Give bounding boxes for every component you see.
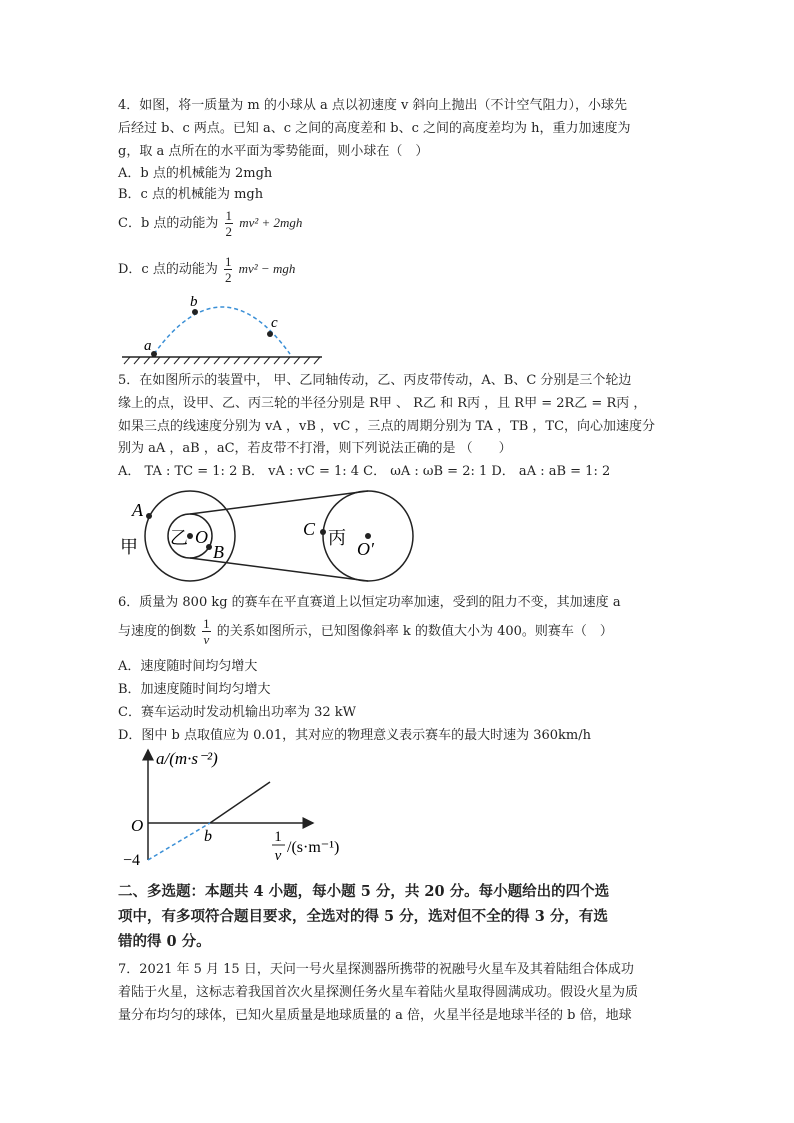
- q6-option-c: C．赛车运动时发动机输出功率为 32 kW: [118, 705, 356, 720]
- q4-option-d-prefix: D．c 点的动能为: [118, 262, 218, 277]
- section2-heading-line1: 二、多选题：本题共 4 小题，每小题 5 分，共 20 分。每小题给出的四个选: [118, 883, 610, 900]
- q4-option-c-prefix: C．b 点的动能为: [118, 216, 219, 231]
- frac-denominator: 2: [224, 270, 232, 285]
- frac-denominator: v: [203, 632, 210, 647]
- label-c: c: [271, 315, 278, 331]
- q5-options: A． TA : TC = 1: 2 B． vA : vC = 1: 4 C． ωA : ωB = 2: 1 D． aA : aB = 1: 2: [118, 464, 611, 479]
- point-C: [320, 529, 326, 535]
- q4-option-a: A．b 点的机械能为 2mgh: [118, 166, 273, 181]
- x-axis-label-unit: /(s·m⁻¹): [287, 839, 340, 856]
- y-axis-label: [156, 749, 218, 768]
- q4-option-b: B．c 点的机械能为 mgh: [118, 187, 264, 202]
- q6-stem-line1: 6．质量为 800 kg 的赛车在平直赛道上以恒定功率加速，受到的阻力不变，其加速度 a: [118, 595, 621, 610]
- section2-heading-line3: 错的得 0 分。: [118, 933, 211, 950]
- q5-stem-line3: 如果三点的线速度分别为 vA ，vB ，vC ，三点的周期分别为 TA ，TB ，TC，向心加速度分: [118, 419, 656, 434]
- q4-option-d: [118, 254, 295, 285]
- q4-stem-line2: 后经过 b、c 两点。已知 a、c 之间的高度差和 b、c 之间的高度差均为 h，重力加速度为: [118, 121, 631, 136]
- q5-stem-line4: 别为 aA ，aB ，aC，若皮带不打滑，则下列说法正确的是 （ ）: [118, 441, 512, 456]
- point-A: [146, 513, 152, 519]
- label-b: b: [190, 294, 198, 310]
- frac-denominator: 2: [225, 224, 233, 239]
- y-axis-label-text: a/(m·s⁻²): [156, 749, 218, 768]
- q4-stem-line1: 4．如图，将一质量为 m 的小球从 a 点以初速度 v 斜向上抛出（不计空气阻力），小球先: [118, 98, 627, 113]
- q4-option-d-fraction: [224, 254, 233, 285]
- frac-numerator: 1: [225, 208, 233, 223]
- q4-option-c: [118, 208, 302, 239]
- origin-label: O: [131, 816, 144, 835]
- q4-option-c-fraction: [225, 208, 234, 239]
- q4-stem-line3: g，取 a 点所在的水平面为零势能面，则小球在（ ）: [118, 144, 429, 159]
- ground-hatching: [124, 357, 320, 364]
- q7-stem-line3: 量分布均匀的球体，已知火星质量是地球质量的 a 倍，火星半径是地球半径的 b 倍，地球: [118, 1008, 632, 1023]
- label-jia: 甲: [120, 537, 138, 558]
- q6-graph-figure: [118, 745, 368, 870]
- q5-stem-line1: 5．在如图所示的装置中， 甲、乙同轴传动，乙、丙皮带传动，A、B、C 分别是三个轮边: [118, 373, 632, 388]
- label-A: A: [132, 500, 143, 520]
- label-yi: 乙: [170, 528, 188, 549]
- solid-line: [210, 782, 270, 823]
- label-C: C: [303, 519, 316, 539]
- q6-option-a: A．速度随时间均匀增大: [118, 659, 258, 674]
- section2-heading-line2: 项中，有多项符合题目要求，全选对的得 5 分，选对但不全的得 3 分，有选: [118, 908, 608, 925]
- q6-stem-line2-suffix: 的关系如图所示，已知图像斜率 k 的数值大小为 400。则赛车（ ）: [216, 624, 613, 639]
- x-axis-label-den: v: [274, 848, 282, 864]
- point-a: [151, 351, 157, 357]
- q6-option-d: D．图中 b 点取值应为 0.01，其对应的物理意义表示赛车的最大时速为 360km/h: [118, 728, 591, 743]
- dashed-extension: [148, 823, 210, 860]
- label-B: B: [213, 542, 224, 562]
- label-bing: 丙: [328, 528, 346, 549]
- point-b-label: b: [204, 828, 212, 845]
- q6-stem-line2-prefix: 与速度的倒数: [118, 624, 197, 639]
- x-axis-label-num: 1: [274, 829, 282, 845]
- neg4-label: −4: [123, 852, 141, 869]
- q4-option-d-suffix: mv² − mgh: [238, 261, 296, 276]
- point-c: [267, 331, 273, 337]
- frac-numerator: 1: [203, 616, 210, 631]
- belt-top: [190, 491, 368, 514]
- q6-stem-line2: [118, 616, 613, 647]
- q7-stem-line2: 着陆于火星，这标志着我国首次火星探测任务火星车着陆火星取得圆满成功。假设火星为质: [118, 985, 639, 1000]
- label-O-prime: O′: [357, 539, 374, 559]
- trajectory-curve: [154, 307, 290, 354]
- label-a: a: [144, 338, 152, 354]
- q6-inverse-velocity-fraction: [202, 616, 211, 647]
- frac-numerator: 1: [224, 254, 232, 269]
- q7-stem-line1: 7．2021 年 5 月 15 日，天问一号火星探测器所携带的祝融号火星车及其着陆组合体成功: [118, 962, 634, 977]
- q4-projectile-figure: [118, 290, 328, 370]
- q4-option-c-suffix: mv² + 2mgh: [239, 215, 303, 230]
- q6-option-b: B．加速度随时间均匀增大: [118, 682, 271, 697]
- q5-pulley-figure: [118, 485, 438, 590]
- q5-stem-line2: 缘上的点，设甲、乙、丙三轮的半径分别是 R甲 、 R乙 和 R丙 ，且 R甲 = 2R乙 = R丙 ，: [118, 396, 647, 411]
- label-O: O: [195, 527, 208, 547]
